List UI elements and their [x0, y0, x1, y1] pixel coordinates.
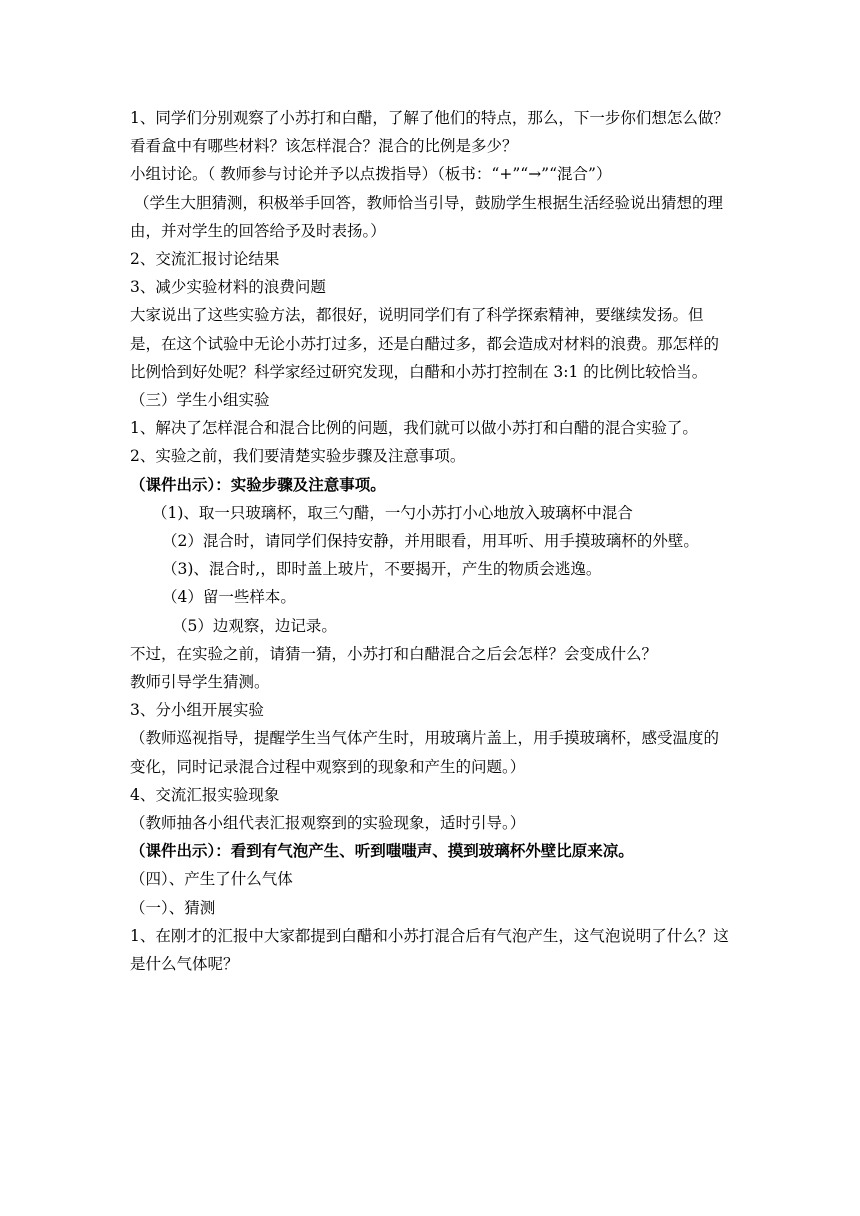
- step-3: （3)、混合时,，即时盖上玻片，不要揭开，产生的物质会逃逸。: [162, 560, 602, 579]
- paragraph-group-experiment: 3、分小组开展实验: [130, 701, 264, 720]
- document-body: [130, 104, 730, 978]
- paragraph-report-phenomena: 4、交流汇报实验现象: [130, 785, 280, 804]
- paragraph-bubbles-question: 1、在刚才的汇报中大家都提到白醋和小苏打混合后有气泡产生，这气泡说明了什么？这是什么气体呢？: [130, 926, 729, 974]
- paragraph-guess-result: 不过，在实验之前，请猜一猜，小苏打和白醋混合之后会怎样？会变成什么？: [130, 644, 658, 663]
- section-heading-group-experiment: （三）学生小组实验: [130, 391, 270, 410]
- paragraph-materials-question: 看看盒中有哪些材料？该怎样混合？混合的比例是多少？: [130, 137, 518, 156]
- paragraph-group-discussion: 小组讨论。（ 教师参与讨论并予以点拨指导）（板书：“+”“→”“混合”）: [130, 165, 612, 184]
- step-1: （1)、取一只玻璃杯，取三勺醋，一勺小苏打小心地放入玻璃杯中混合: [152, 503, 633, 522]
- paragraph-group-reps-report: （教师抽各小组代表汇报观察到的实验现象，适时引导。）: [130, 814, 526, 833]
- subsection-heading-guess: （一）、猜测: [130, 898, 216, 917]
- courseware-steps-heading: （课件出示）：实验步骤及注意事项。: [130, 474, 386, 494]
- section-heading-what-gas: （四）、产生了什么气体: [130, 870, 293, 889]
- paragraph-question-next-step: 1、同学们分别观察了小苏打和白醋，了解了他们的特点，那么，下一步你们想怎么做？: [130, 109, 729, 127]
- paragraph-student-guessing: （学生大胆猜测，积极举手回答，教师恰当引导，鼓励学生根据生活经验说出猜想的理由，并对学生的回答给予及时表扬。）: [130, 193, 724, 240]
- paragraph-mixing-solved: 1、解决了怎样混合和混合比例的问题，我们就可以做小苏打和白醋的混合实验了。: [130, 419, 698, 438]
- paragraph-ratio-explanation: 大家说出了这些实验方法，都很好，说明同学们有了科学探索精神，要继续发扬。但是，在这个试验中无论小苏打过多，还是白醋过多，都会造成对材料的浪费。那怎样的比例恰到好处呢？科学家经过研究发现，白醋和小苏打控制在 3:1 的比例比较恰当。: [130, 306, 720, 381]
- step-4: （4）留一些样本。: [162, 588, 296, 607]
- paragraph-report-results: 2、交流汇报讨论结果: [130, 250, 280, 269]
- paragraph-before-experiment: 2、实验之前，我们要清楚实验步骤及注意事项。: [130, 447, 466, 466]
- paragraph-teacher-patrol: （教师巡视指导，提醒学生当气体产生时，用玻璃片盖上，用手摸玻璃杯，感受温度的变化，同时记录混合过程中观察到的现象和产生的问题。）: [130, 729, 720, 776]
- paragraph-reduce-waste: 3、减少实验材料的浪费问题: [130, 278, 326, 297]
- step-5: （5）边观察，边记录。: [172, 616, 337, 635]
- step-2: （2）混合时，请同学们保持安静，并用眼看，用耳听、用手摸玻璃杯的外壁。: [162, 532, 699, 551]
- courseware-observations: （课件出示）：看到有气泡产生、听到嗤嗤声、摸到玻璃杯外壁比原来凉。: [130, 841, 634, 861]
- paragraph-teacher-guides: 教师引导学生猜测。: [130, 673, 270, 692]
